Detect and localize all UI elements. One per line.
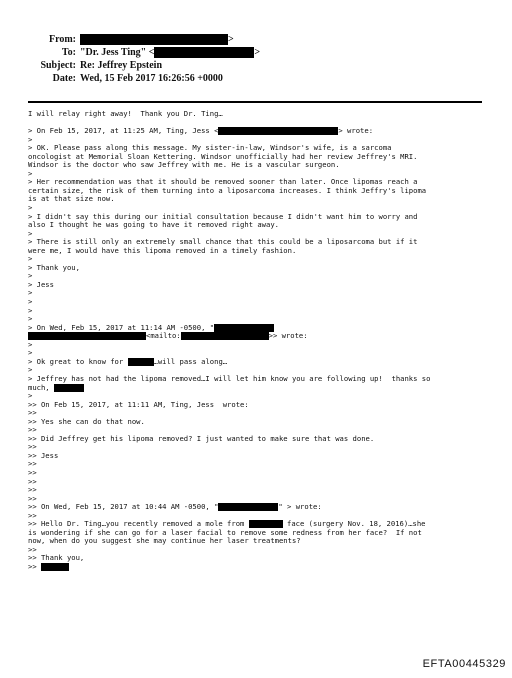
body-text: >> xyxy=(28,459,37,469)
body-line xyxy=(28,307,498,316)
body-line xyxy=(28,452,498,461)
body-line xyxy=(28,478,498,487)
body-line xyxy=(28,435,498,444)
header-divider xyxy=(28,101,482,103)
body-text: > xyxy=(28,288,33,298)
body-text: > On Feb 15, 2017, at 11:25 AM, Ting, Jess < xyxy=(28,126,219,136)
body-text: also I thought he was going to have it removed right away. xyxy=(28,220,279,230)
body-text: >> xyxy=(28,561,41,571)
body-line xyxy=(28,537,498,546)
body-line xyxy=(28,264,498,273)
body-line xyxy=(28,358,498,367)
redaction-block xyxy=(154,47,254,58)
body-line xyxy=(28,127,498,136)
redaction-block xyxy=(128,358,154,366)
body-line xyxy=(28,272,498,281)
body-text: >> Thank you, xyxy=(28,553,85,563)
body-text: > xyxy=(28,348,33,358)
body-text: certain size, the risk of them turning into a liposarcoma increases. I think Jeffry's lipoma xyxy=(28,185,427,195)
body-text: >> xyxy=(28,493,37,503)
body-text: > Thank you, xyxy=(28,262,80,272)
body-text: > xyxy=(28,254,33,264)
body-text: > xyxy=(28,297,33,307)
body-line xyxy=(28,503,498,512)
from-label: From: xyxy=(48,34,76,45)
body-line xyxy=(28,341,498,350)
body-text: > xyxy=(28,228,33,238)
body-text: >> Hello Dr. Ting…you recently removed a mole from xyxy=(28,519,249,529)
body-line xyxy=(28,469,498,478)
body-text: > OK. Please pass along this message. My sister-in-law, Windsor's wife, is a sarcoma xyxy=(28,143,392,153)
body-text: now, when do you suggest she may continue her laser treatments? xyxy=(28,536,301,546)
body-text: >> Yes she can do that now. xyxy=(28,416,145,426)
redaction-block xyxy=(218,127,338,135)
body-text: <mailto: xyxy=(146,331,181,341)
body-text: >> xyxy=(28,544,37,554)
body-text: oncologist at Memorial Sloan Kettering. Windsor unofficially had her review Jeffrey's MRI. xyxy=(28,151,418,161)
body-text: >> Jess xyxy=(28,450,59,460)
body-text: I will relay right away! Thank you Dr. Ting… xyxy=(28,109,223,118)
body-text: Windsor is the doctor who saw Jeffrey with me. He is a vascular surgeon. xyxy=(28,160,340,170)
body-text: >> wrote: xyxy=(268,331,308,341)
body-text: > I didn't say this during our initial consultation because I didn't want him to worry and xyxy=(28,211,418,221)
body-text: > Her recommendation was that it should be removed sooner than later. Once lipomas reach a xyxy=(28,177,418,187)
body-text: face (surgery Nov. 18, 2016)…she xyxy=(282,519,426,529)
body-line xyxy=(28,554,498,563)
body-text: much, xyxy=(28,382,54,392)
body-text: > xyxy=(28,391,33,401)
document-id: EFTA00445329 xyxy=(422,658,506,670)
body-text: > xyxy=(28,271,33,281)
body-line xyxy=(28,247,498,256)
to-value xyxy=(80,47,260,59)
subject-value: Re: Jeffrey Epstein xyxy=(80,60,163,71)
date-value: Wed, 15 Feb 2017 16:26:56 +0000 xyxy=(80,73,223,84)
body-text: > xyxy=(28,134,33,144)
redaction-block xyxy=(54,384,84,392)
body-text: >> On Feb 15, 2017, at 11:11 AM, Ting, Jess wrote: xyxy=(28,399,249,409)
body-text: >> xyxy=(28,408,37,418)
body-text: > There is still only an extremely small chance that this could be a liposarcoma but if it xyxy=(28,237,418,247)
body-line xyxy=(28,418,498,427)
body-line xyxy=(28,289,498,298)
body-line xyxy=(28,486,498,495)
body-text: > Ok great to know for xyxy=(28,356,128,366)
body-line xyxy=(28,546,498,555)
body-text: > Jeffrey has not had the lipoma removed…I will let him know you are following up! thanks so xyxy=(28,373,431,383)
redaction-block xyxy=(218,503,278,511)
date-label: Date: xyxy=(52,73,76,84)
subject-label: Subject: xyxy=(40,60,76,71)
body-text: >> xyxy=(28,442,37,452)
body-text: > On Wed, Feb 15, 2017 at 11:14 AM -0500, " xyxy=(28,322,215,332)
from-bracket: > xyxy=(228,34,234,45)
body-text: >> xyxy=(28,476,37,486)
body-text: >> On Wed, Feb 15, 2017 at 10:44 AM -0500, " xyxy=(28,502,219,512)
body-text: >> xyxy=(28,510,37,520)
body-text: > xyxy=(28,314,33,324)
from-value xyxy=(80,34,234,46)
redaction-block xyxy=(80,34,228,45)
body-line xyxy=(28,298,498,307)
body-text: is wondering if she can go for a laser facial to remove some redness from her face? If not xyxy=(28,527,422,537)
body-line xyxy=(28,375,498,384)
body-line xyxy=(28,563,498,572)
body-text: >> xyxy=(28,425,37,435)
body-text: > xyxy=(28,168,33,178)
redaction-block xyxy=(41,563,69,571)
body-line xyxy=(28,443,498,452)
body-line xyxy=(28,281,498,290)
body-line xyxy=(28,255,498,264)
to-bracket: > xyxy=(254,47,261,58)
body-line xyxy=(28,460,498,469)
redaction-block xyxy=(181,332,269,340)
body-line xyxy=(28,401,498,410)
body-text: > wrote: xyxy=(338,126,374,136)
body-line xyxy=(28,332,498,341)
body-text: > xyxy=(28,305,33,315)
body-text: > xyxy=(28,339,33,349)
email-body xyxy=(28,110,498,572)
body-text: > xyxy=(28,365,33,375)
body-text: were me, I would have this lipoma removed in a timely fashion. xyxy=(28,245,297,255)
body-line xyxy=(28,161,498,170)
to-name: "Dr. Jess Ting" < xyxy=(80,47,155,58)
redaction-block xyxy=(28,332,146,340)
body-text: > xyxy=(28,203,33,213)
body-line xyxy=(28,195,498,204)
body-line xyxy=(28,324,498,333)
body-text: >> xyxy=(28,467,37,477)
body-text: >> xyxy=(28,485,37,495)
body-text: …will pass along… xyxy=(153,356,228,366)
redaction-block xyxy=(214,324,274,332)
body-line xyxy=(28,110,498,119)
body-text: " > wrote: xyxy=(278,502,322,512)
body-text: is at that size now. xyxy=(28,194,115,204)
to-label: To: xyxy=(61,47,76,58)
body-text: > Jess xyxy=(28,279,54,289)
body-line xyxy=(28,221,498,230)
body-line xyxy=(28,384,498,393)
body-text: >> Did Jeffrey get his lipoma removed? I just wanted to make sure that was done. xyxy=(28,433,375,443)
